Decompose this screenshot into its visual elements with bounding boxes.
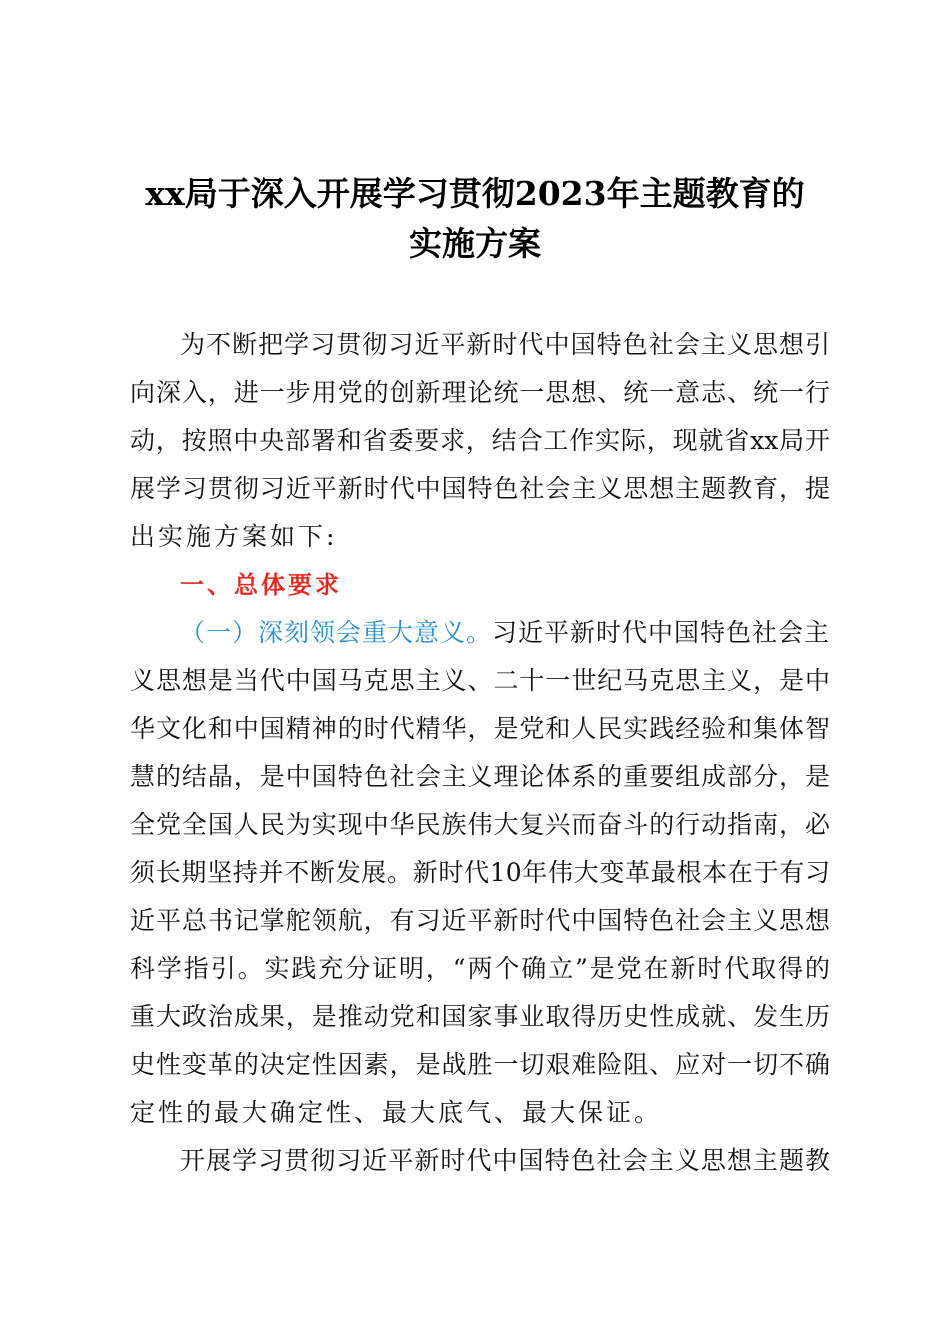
subsection-1-line-7: 近平总书记掌舵领航，有习近平新时代中国特色社会主义思想: [130, 906, 830, 935]
subsection-1-first-line: [180, 609, 830, 657]
subsection-1-line-2: 义思想是当代中国马克思主义、二十一世纪马克思主义，是中: [130, 666, 830, 695]
subsection-1-line-9: 重大政治成果，是推动党和国家事业取得历史性成就、发生历: [130, 1002, 830, 1031]
document-title-line-2: 实施方案: [409, 224, 541, 263]
subsection-1-line-3: 华文化和中国精神的时代精华，是党和人民实践经验和集体智: [130, 714, 830, 743]
subsection-1-line-1-text: 习近平新时代中国特色社会主: [492, 618, 830, 647]
subsection-1-label: （一）深刻领会重大意义。: [180, 618, 493, 647]
subsection-1-line-10: 史性变革的决定性因素，是战胜一切艰难险阻、应对一切不确: [130, 1050, 830, 1079]
subsection-1-line-4: 慧的结晶，是中国特色社会主义理论体系的重要组成部分，是: [130, 762, 830, 791]
paragraph-1-line-1: 为不断把学习贯彻习近平新时代中国特色社会主义思想引: [180, 330, 830, 359]
subsection-1-line-11: 定性的最大确定性、最大底气、最大保证。: [130, 1098, 663, 1127]
paragraph-1-line-4: 展学习贯彻习近平新时代中国特色社会主义思想主题教育，提: [130, 474, 830, 503]
paragraph-2-line-1: 开展学习贯彻习近平新时代中国特色社会主义思想主题教: [180, 1146, 830, 1175]
document-title-line-1: xx局于深入开展学习贯彻2023年主题教育的: [145, 174, 805, 213]
paragraph-1-line-2: 向深入，进一步用党的创新理论统一思想、统一意志、统一行: [130, 378, 830, 407]
subsection-1-line-5: 全党全国人民为实现中华民族伟大复兴而奋斗的行动指南，必: [130, 810, 830, 839]
paragraph-1-line-5: 出实施方案如下:: [130, 522, 338, 551]
subsection-1-line-8: 科学指引。实践充分证明，“两个确立”是党在新时代取得的: [130, 954, 830, 983]
paragraph-1-line-3: 动，按照中央部署和省委要求，结合工作实际，现就省xx局开: [130, 426, 830, 455]
section-heading-overall-requirements: 一、总体要求: [180, 571, 342, 599]
subsection-1-line-6: 须长期坚持并不断发展。新时代10年伟大变革最根本在于有习: [130, 858, 830, 887]
